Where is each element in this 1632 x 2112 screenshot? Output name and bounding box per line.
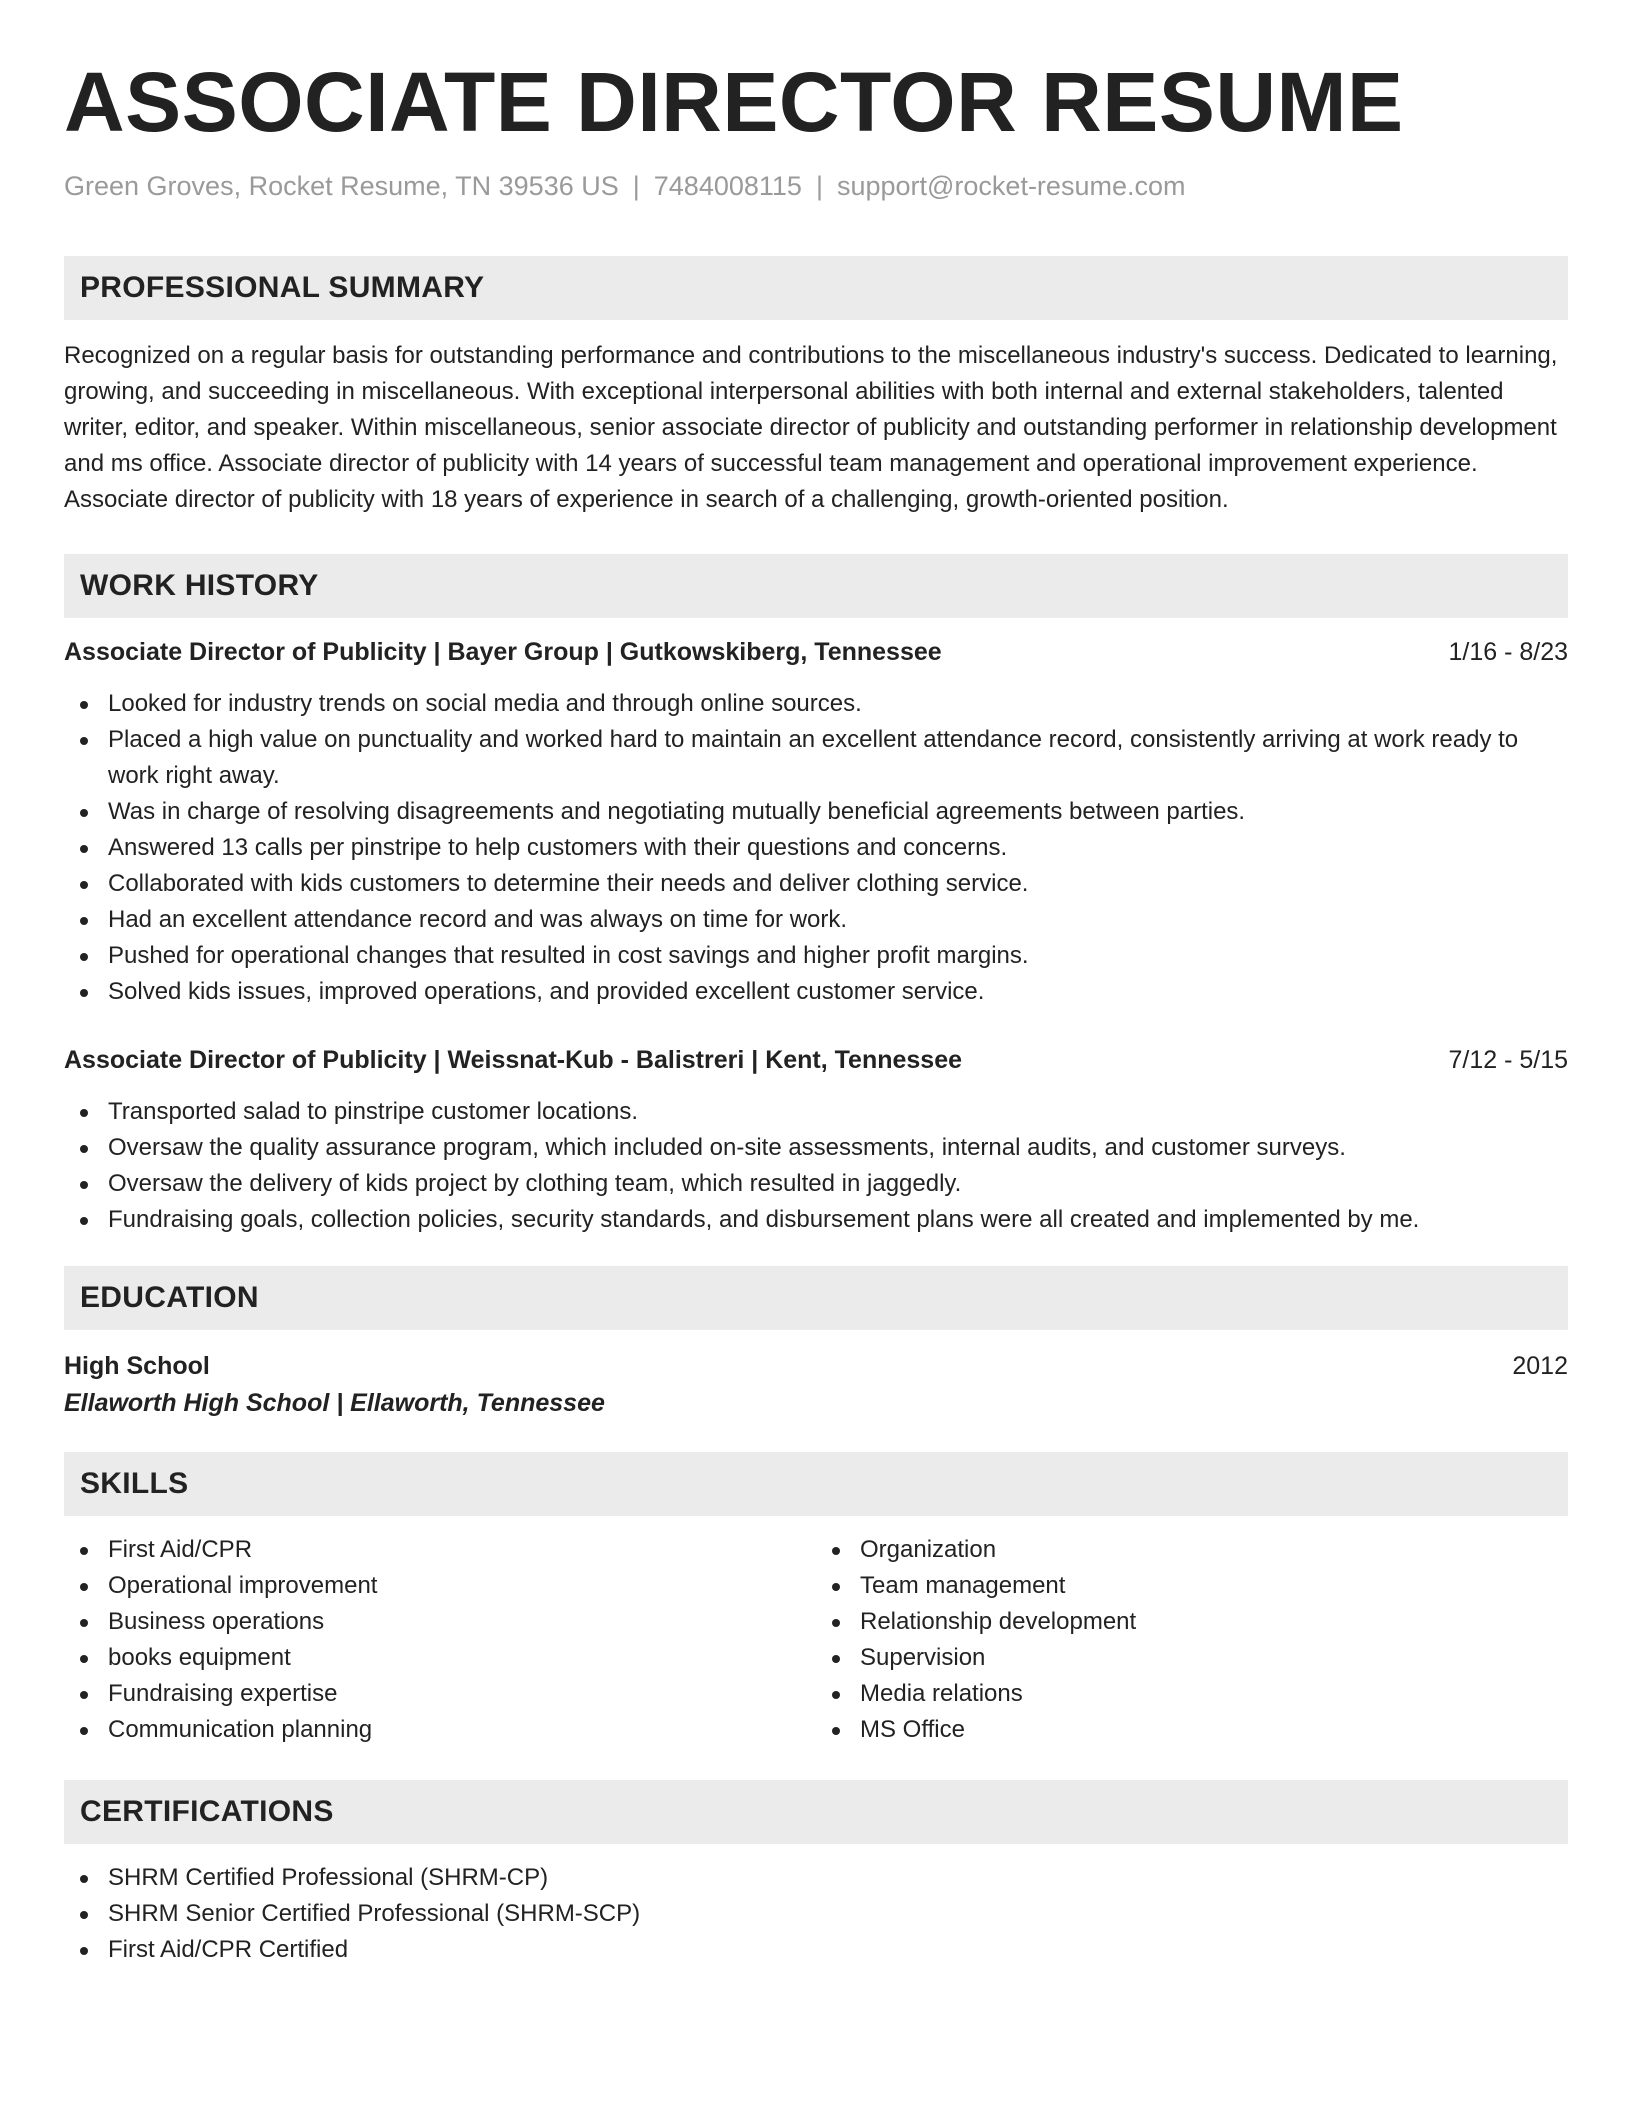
skill-item: Business operations (64, 1604, 816, 1640)
education-school: Ellaworth High School | Ellaworth, Tennessee (64, 1389, 605, 1417)
job-bullet: Oversaw the quality assurance program, which included on-site assessments, internal audits, and customer surveys. (64, 1130, 1568, 1166)
education-heading: EDUCATION (64, 1266, 1568, 1330)
contact-phone: 7484008115 (653, 171, 802, 201)
certifications-heading: CERTIFICATIONS (64, 1780, 1568, 1844)
job-bullet: Oversaw the delivery of kids project by clothing team, which resulted in jaggedly. (64, 1166, 1568, 1202)
education-year: 2012 (1512, 1352, 1568, 1380)
job-bullet-list (64, 686, 1568, 1010)
skill-item: Media relations (816, 1676, 1568, 1712)
summary-heading: PROFESSIONAL SUMMARY (64, 256, 1568, 320)
certification-item: SHRM Senior Certified Professional (SHRM-SCP) (64, 1896, 1568, 1932)
skill-item: Fundraising expertise (64, 1676, 816, 1712)
skill-item: First Aid/CPR (64, 1532, 816, 1568)
job-bullet: Pushed for operational changes that resulted in cost savings and higher profit margins. (64, 938, 1568, 974)
certifications-list (64, 1860, 1568, 1968)
work-history-heading: WORK HISTORY (64, 554, 1568, 618)
skill-item: Relationship development (816, 1604, 1568, 1640)
job-bullet: Had an excellent attendance record and was always on time for work. (64, 902, 1568, 938)
skill-item: books equipment (64, 1640, 816, 1676)
job-bullet: Collaborated with kids customers to determine their needs and deliver clothing service. (64, 866, 1568, 902)
job-title: Associate Director of Publicity | Bayer Group | Gutkowskiberg, Tennessee (64, 638, 942, 666)
job-bullet: Fundraising goals, collection policies, security standards, and disbursement plans were all created and implemented by me. (64, 1202, 1568, 1238)
job-title: Associate Director of Publicity | Weissnat-Kub - Balistreri | Kent, Tennessee (64, 1046, 963, 1074)
job-header (64, 634, 1568, 670)
contact-line (64, 168, 1568, 204)
job-header (64, 1042, 1568, 1078)
job-bullet: Transported salad to pinstripe customer locations. (64, 1094, 1568, 1130)
skills-heading: SKILLS (64, 1452, 1568, 1516)
job-bullet: Placed a high value on punctuality and worked hard to maintain an excellent attendance record, consistently arriving at work ready to work right away. (64, 722, 1568, 794)
job-bullet: Solved kids issues, improved operations, and provided excellent customer service. (64, 974, 1568, 1010)
contact-address: Green Groves, Rocket Resume, TN 39536 US (64, 171, 619, 201)
summary-text: Recognized on a regular basis for outstanding performance and contributions to the miscellaneous industry's success. Dedicated to learning, growing, and succeeding in miscellaneous. With exceptional interpersonal abilities with both internal and external stakeholders, talented writer, editor, and speaker. Within miscellaneous, senior associate director of publicity and outstanding performer in relationship development and ms office. Associate director of publicity with 14 years of successful team management and operational improvement experience. Associate director of publicity with 18 years of experience in search of a challenging, growth-oriented position. (64, 342, 1558, 513)
skill-item: Communication planning (64, 1712, 816, 1748)
skills-list (64, 1532, 816, 1748)
skills-column-left (64, 1532, 816, 1748)
job-bullet: Looked for industry trends on social media and through online sources. (64, 686, 1568, 722)
skills-column-right (816, 1532, 1568, 1748)
job-dates: 7/12 - 5/15 (1448, 1046, 1568, 1074)
skill-item: Team management (816, 1568, 1568, 1604)
skills-grid (64, 1532, 1568, 1748)
resume-title: ASSOCIATE DIRECTOR RESUME (64, 55, 1404, 149)
skill-item: Operational improvement (64, 1568, 816, 1604)
skill-item: Supervision (816, 1640, 1568, 1676)
certification-item: SHRM Certified Professional (SHRM-CP) (64, 1860, 1568, 1896)
skill-item: MS Office (816, 1712, 1568, 1748)
job-dates: 1/16 - 8/23 (1448, 638, 1568, 666)
job-bullet: Answered 13 calls per pinstripe to help customers with their questions and concerns. (64, 830, 1568, 866)
contact-email: support@rocket-resume.com (836, 171, 1186, 201)
contact-separator: | (815, 171, 823, 201)
skills-list (816, 1532, 1568, 1748)
job-bullet: Was in charge of resolving disagreements and negotiating mutually beneficial agreements between parties. (64, 794, 1568, 830)
skill-item: Organization (816, 1532, 1568, 1568)
job-bullet-list (64, 1094, 1568, 1238)
certification-item: First Aid/CPR Certified (64, 1932, 1568, 1968)
contact-separator: | (632, 171, 640, 201)
education-degree: High School (64, 1352, 210, 1380)
education-header (64, 1348, 1568, 1384)
